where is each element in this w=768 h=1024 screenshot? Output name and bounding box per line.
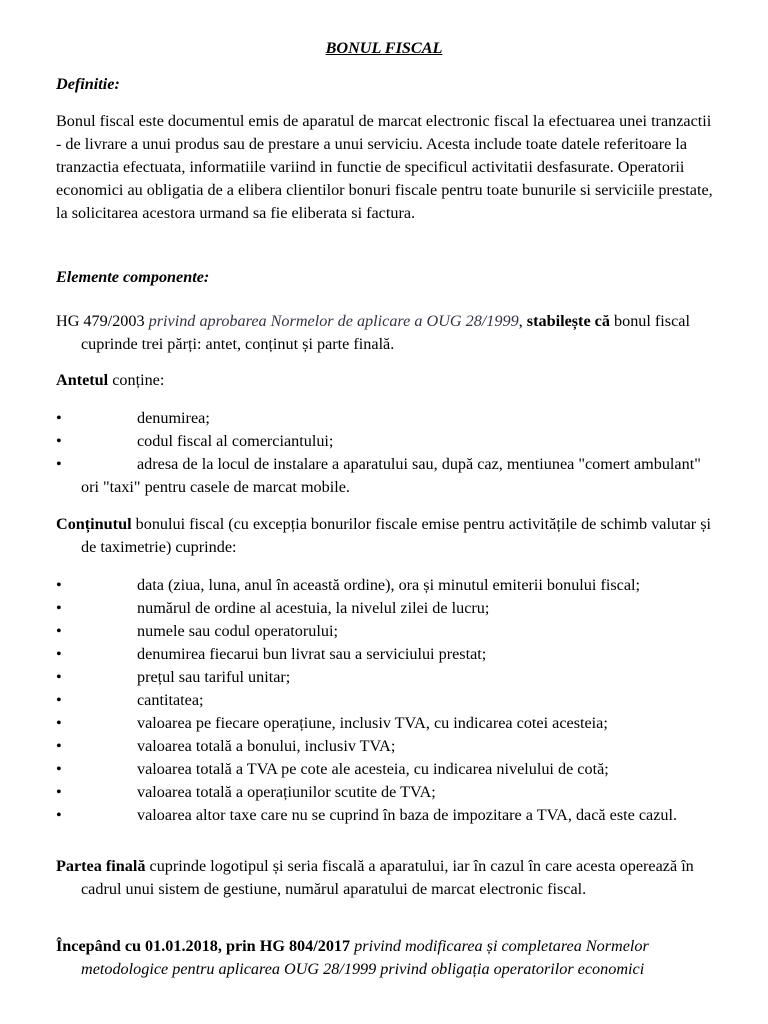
bullet-icon: • — [56, 576, 62, 594]
antet-list — [56, 407, 716, 499]
bullet-icon: • — [56, 599, 62, 617]
list-item: • adresa de la locul de instalare a aparatului sau, după caz, mentiunea "comert ambulant" ori "taxi" pentru casele de marcat mobile. — [56, 455, 701, 496]
list-item: • codul fiscal al comerciantului; — [56, 430, 716, 453]
list-item: • numele sau codul operatorului; — [56, 620, 716, 643]
bullet-icon: • — [56, 737, 62, 755]
list-item: • valoarea totală a TVA pe cote ale acesteia, cu indicarea nivelului de cotă; — [56, 758, 716, 781]
bullet-icon: • — [56, 455, 62, 473]
ref-bold-tail: stabilește că — [526, 312, 610, 330]
antet-lead-rest: conține: — [112, 371, 165, 389]
incepand-paragraph — [56, 935, 721, 981]
continut-intro — [56, 513, 721, 559]
definitie-heading: Definitie: — [56, 75, 120, 93]
list-item: • numărul de ordine al acestuia, la nivelul zilei de lucru; — [56, 597, 716, 620]
bullet-icon: • — [56, 668, 62, 686]
antet-lead-bold: Antetul — [56, 371, 109, 389]
list-item: • valoarea totală a bonului, inclusiv TVA; — [56, 735, 716, 758]
ref-code: HG 479/2003 — [56, 312, 145, 330]
list-item: • prețul sau tariful unitar; — [56, 666, 716, 689]
list-item: • valoarea pe fiecare operațiune, inclusiv TVA, cu indicarea cotei acesteia; — [56, 712, 716, 735]
list-item: • data (ziua, luna, anul în această ordine), ora și minutul emiterii bonului fiscal; — [56, 574, 716, 597]
bullet-icon: • — [56, 432, 62, 450]
bullet-icon: • — [56, 622, 62, 640]
definitie-paragraph: Bonul fiscal este documentul emis de aparatul de marcat electronic fiscal la efectuarea unei tranzactii - de livrare a unui produs sau de prestare a unui serviciu. Acesta include toate datele referitoare la tranzactia efectuata, informatiile variind in functie de specificul activitatii desfasurate. Operatorii economici au obligatia de a elibera clientilor bonuri fiscale pentru toate bunurile si serviciile prestate, la solicitarea acestora urmand sa fie eliberata si factura. — [56, 112, 713, 222]
list-item: • valoarea totală a operațiunilor scutite de TVA; — [56, 781, 716, 804]
bullet-icon: • — [56, 760, 62, 778]
bullet-icon: • — [56, 691, 62, 709]
bullet-icon: • — [56, 714, 62, 732]
final-lead-rest: cuprinde logotipul și seria fiscală a aparatului, iar în cazul în care acesta operează în cadrul unui sistem de gestiune, numărul aparatului de marcat electronic fiscal. — [81, 857, 694, 898]
incepand-italic: privind modificarea și completarea Normelor metodologice pentru aplicarea OUG 28/1999 privind obligația operatorilor economici — [81, 937, 649, 978]
antet-intro — [56, 369, 716, 392]
list-item: • cantitatea; — [56, 689, 716, 712]
bullet-icon: • — [56, 806, 62, 824]
list-item: • valoarea altor taxe care nu se cuprind în baza de impozitare a TVA, dacă este cazul. — [56, 804, 716, 827]
list-item: • denumirea fiecarui bun livrat sau a serviciului prestat; — [56, 643, 716, 666]
continut-lead-rest: bonului fiscal (cu excepția bonurilor fiscale emise pentru activitățile de schimb valutar și de taximetrie) cuprinde: — [81, 515, 711, 556]
elemente-heading: Elemente componente: — [56, 268, 210, 286]
ref-tail: bonul fiscal cuprinde trei părți: antet, conținut și parte finală. — [81, 312, 690, 353]
list-item: • denumirea; — [56, 407, 716, 430]
bullet-icon: • — [56, 783, 62, 801]
continut-list — [56, 574, 716, 827]
bullet-icon: • — [56, 409, 62, 427]
incepand-bold: Începând cu 01.01.2018, prin HG 804/2017 — [56, 937, 351, 955]
page-title: BONUL FISCAL — [325, 39, 443, 57]
final-lead-bold: Partea finală — [56, 857, 146, 875]
ref-italic-text: privind aprobarea Normelor de aplicare a OUG 28/1999 — [148, 312, 519, 330]
bullet-icon: • — [56, 645, 62, 663]
partea-finala-paragraph — [56, 855, 721, 901]
elemente-paragraph: HG 479/2003 privind aprobarea Normelor de aplicare a OUG 28/1999, stabilește că bonul fiscal cuprinde trei părți: antet, conținut și parte finală. — [56, 312, 690, 353]
continut-lead-bold: Conținutul — [56, 515, 132, 533]
